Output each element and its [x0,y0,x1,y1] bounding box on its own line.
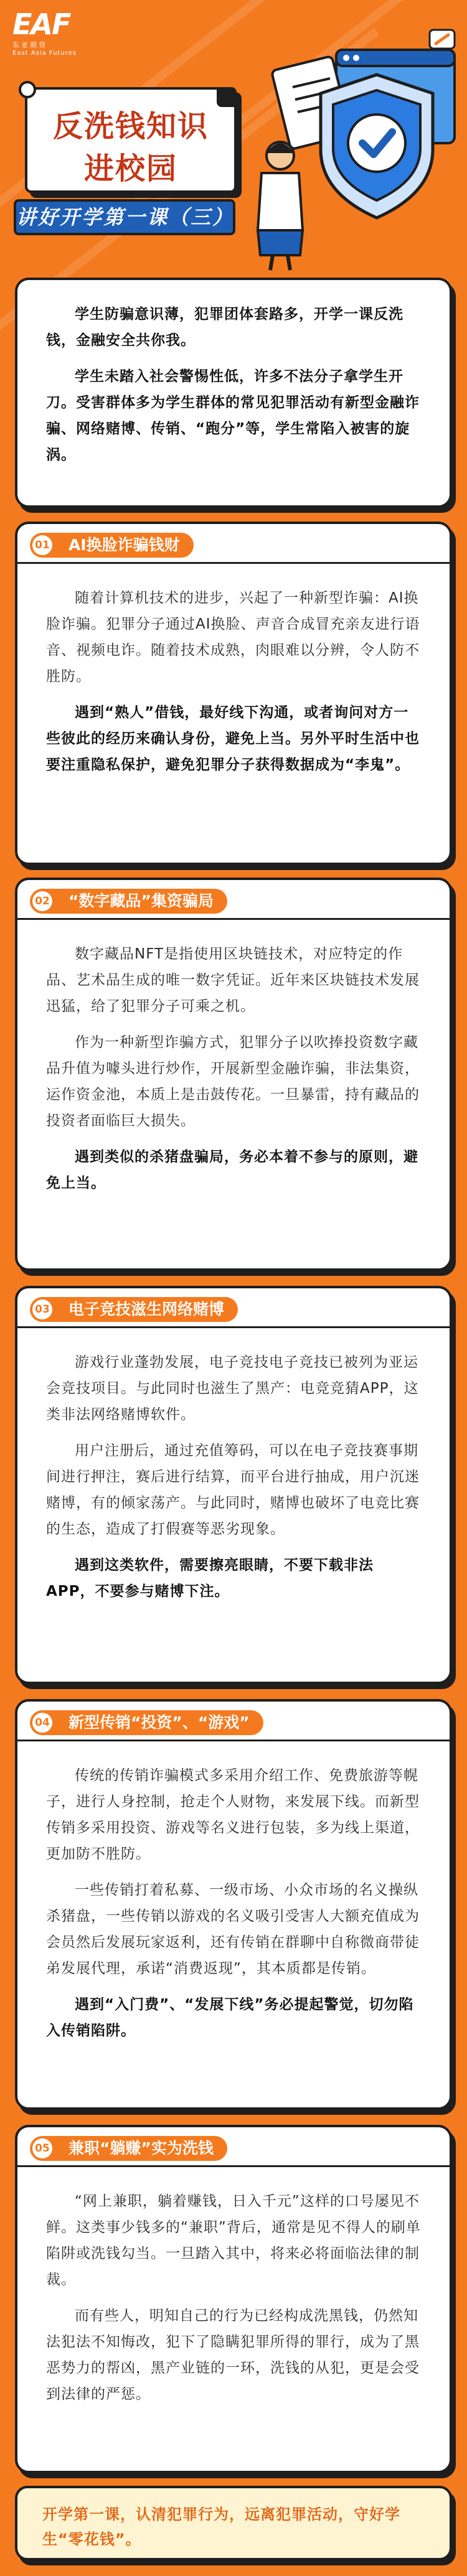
section-body [17,1741,450,2044]
section-paragraph: 随着计算机技术的进步，兴起了一种新型诈骗：AI换脸诈骗。犯罪分子通过AI换脸、声音合成冒充亲友进行语音、视频电诈。随着技术成熟，肉眼难以分辨，令人防不胜防。 [46,590,420,685]
section-number: 04 [32,1713,52,1733]
section-header [17,2127,450,2167]
section-header [17,524,450,564]
page-subtitle: 讲好开学第一课（三） [14,199,235,235]
section-paragraph: 而有些人，明知自己的行为已经构成洗黑钱，仍然知法犯法不知悔改，犯下了隐瞒犯罪所得的罪行，成为了黑恶势力的帮凶，黑产业链的一环，洗钱的从犯，更是会受到法律的严惩。 [46,2308,420,2402]
section-number: 02 [32,891,52,911]
section-esports-gambling [15,1286,452,1684]
corner-ring-decor [19,81,36,98]
section-tip: 遇到这类软件，需要擦亮眼睛，不要下载非法APP，不要参与赌博下注。 [46,1557,374,1599]
section-title: 电子竞技滋生网络赌博 [68,1300,225,1318]
section-body [17,920,450,1196]
section-tip: 遇到“入门费”、“发展下线”务必提起警觉，切勿陷入传销陷阱。 [46,1997,414,2039]
section-paragraph: “网上兼职，躺着赚钱，日入千元”这样的口号屡见不鲜。这类事少钱多的“兼职”背后，通常是见不得人的刷单陷阱或洗钱勾当。一旦踏入其中，将来必将面临法律的制裁。 [46,2193,421,2288]
header [0,0,467,274]
section-title-pill [30,889,227,914]
section-body [17,2167,450,2407]
section-title: “数字藏品”集资骗局 [68,892,214,910]
logo-name-en: East Asia Futures [12,50,77,57]
intro-card [15,278,452,508]
section-title-pill [30,533,194,558]
intro-paragraph: 学生防骗意识薄，犯罪团体套路多，开学一课反洗钱，金融安全共你我。 [46,306,403,349]
page-title-line1: 反洗钱知识 [52,109,209,144]
section-paragraph: 一些传销打着私募、一级市场、小众市场的名义操纵杀猪盘，一些传销以游戏的名义吸引受害人大额充值成为会员然后发展玩家返利，还有传销在群聊中自称微商带徒弟发展代理，承诺“消费返现”，其本质都是传销。 [46,1882,420,1977]
page-title-line2: 进校园 [83,151,177,186]
section-tip: 遇到类似的杀猪盘骗局，务必本着不参与的原则，避免上当。 [46,1149,418,1191]
conclusion-banner: 开学第一课，认清犯罪行为，远离犯罪活动，守好学生“零花钱”。 [15,2486,452,2560]
section-digital-collectibles [15,878,452,1271]
section-body [17,1328,450,1604]
section-number: 01 [32,535,52,555]
section-title: AI换脸诈骗钱财 [68,536,180,554]
section-pyramid-scheme [15,1699,452,2110]
section-header [17,1702,450,1741]
section-paragraph: 用户注册后，通过充值筹码，可以在电子竞技赛事期间进行押注，赛后进行结算，而平台进行抽成，用户沉迷赌博，有的倾家荡产。与此同时，赌博也破坏了电竞比赛的生态，造成了打假赛等恶劣现象。 [46,1443,420,1537]
section-ai-face-swap [15,522,452,865]
section-number: 05 [32,2138,52,2158]
section-paragraph: 传统的传销诈骗模式多采用介绍工作、免费旅游等幌子，进行人身控制，抢走个人财物，来发展下线。而新型传销多采用投资、游戏等名义进行包装，多为线上渠道，更加防不胜防。 [46,1768,420,1862]
intro-paragraph: 学生未踏入社会警惕性低，许多不法分子拿学生开刀。受害群体多为学生群体的常见犯罪活动有新型金融诈骗、网络赌博、传销、“跑分”等，学生常陷入被害的旋涡。 [46,368,420,463]
section-tip: 遇到“熟人”借钱，最好线下沟通，或者询问对方一些彼此的经历来确认身份，避免上当。另外平时生活中也要注重隐私保护，避免犯罪分子获得数据成为“李鬼”。 [46,705,420,773]
section-title-pill [30,2136,227,2161]
section-paragraph: 游戏行业蓬勃发展，电子竞技电子竞技已被列为亚运会竞技项目。与此同时也滋生了黑产：电竞竞猜APP，这类非法网络赌博软件。 [46,1354,419,1423]
section-body [17,564,450,778]
section-title: 新型传销“投资”、“游戏” [68,1713,250,1731]
section-header [17,1288,450,1328]
section-title: 兼职“躺赚”实为洗钱 [68,2139,214,2157]
section-title-pill [30,1710,263,1735]
section-part-time-laundering [15,2125,452,2473]
shield-illustration [243,25,461,274]
logo-mark: EAF [12,7,70,41]
title-card [25,87,237,193]
section-title-pill [30,1297,238,1322]
section-header [17,880,450,920]
logo-name-cn: 东亚期货 [12,41,47,49]
section-paragraph: 作为一种新型诈骗方式，犯罪分子以吹捧投资数字藏品升值为噱头进行炒作，开展新型金融诈骗，非法集资，运作资金池，本质上是击鼓传花。一旦暴雷，持有藏品的投资者面临巨大损失。 [46,1034,420,1129]
section-number: 03 [32,1300,52,1319]
section-paragraph: 数字藏品NFT是指使用区块链技术，对应特定的作品、艺术品生成的唯一数字凭证。近年来区块链技术发展迅猛，给了犯罪分子可乘之机。 [46,946,420,1014]
brand-logo [12,7,77,57]
